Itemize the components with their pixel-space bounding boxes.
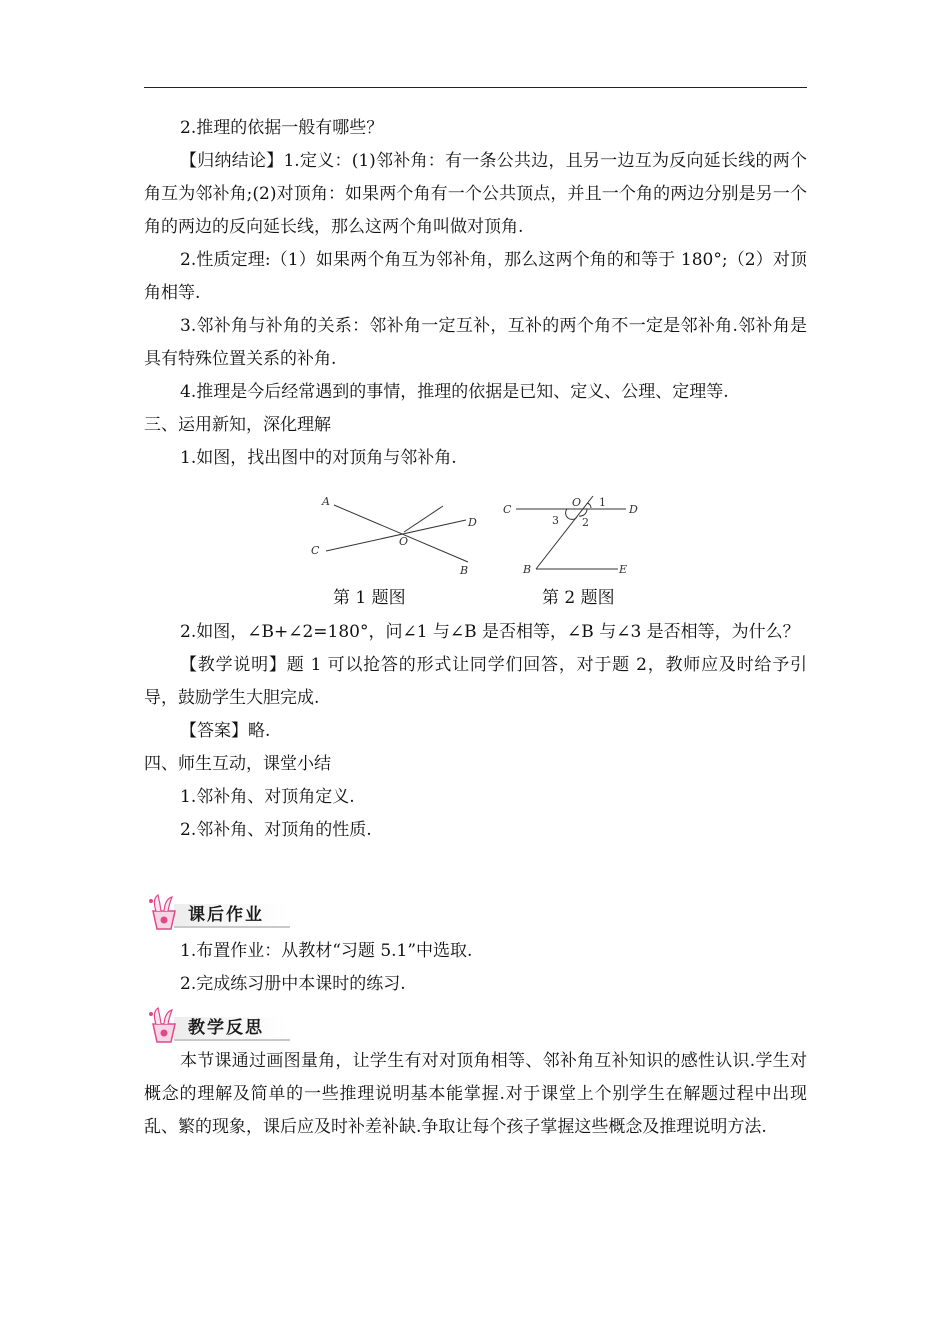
line-c-d bbox=[326, 520, 466, 551]
line-a-b bbox=[334, 505, 468, 562]
fig1-label-b: B bbox=[460, 564, 469, 577]
paragraph: 4.推理是今后经常遇到的事情，推理的依据是已知、定义、公理、定理等. bbox=[180, 382, 729, 402]
homework-title: 课后作业 bbox=[188, 905, 264, 925]
fig2-label-2: 2 bbox=[582, 516, 589, 529]
flower-pot-icon bbox=[144, 893, 184, 931]
paragraph: 2.完成练习册中本课时的练习. bbox=[180, 974, 406, 994]
text-block-top bbox=[144, 112, 807, 475]
paragraph: 2.如图，∠B+∠2=180°，问∠1 与∠B 是否相等，∠B 与∠3 是否相等，为什么？ bbox=[180, 622, 800, 642]
line-bo bbox=[536, 496, 593, 569]
figure-2-caption: 第 2 题图 bbox=[542, 588, 615, 608]
angle-arc-1 bbox=[587, 503, 591, 508]
paragraph: 【教学说明】题 1 可以抢答的形式让同学们回答，对于题 2，教师应及时给予引导，鼓励学生大胆完成. bbox=[144, 655, 807, 708]
paragraph: 2.邻补角、对顶角的性质. bbox=[180, 820, 372, 840]
paragraph: 1.如图，找出图中的对顶角与邻补角. bbox=[180, 448, 457, 468]
fig1-label-c: C bbox=[311, 544, 320, 557]
fig2-label-d: D bbox=[629, 503, 638, 516]
fig2-label-1: 1 bbox=[599, 496, 606, 509]
fig1-label-o: O bbox=[399, 535, 409, 548]
reflection-title: 教学反思 bbox=[188, 1018, 264, 1038]
paragraph: 【答案】略. bbox=[180, 721, 271, 741]
paragraph: 2.推理的依据一般有哪些？ bbox=[180, 118, 384, 138]
section-heading: 三、运用新知，深化理解 bbox=[144, 415, 331, 435]
fig2-label-o: O bbox=[572, 496, 582, 509]
fig1-label-a: A bbox=[322, 495, 330, 508]
figure-1-caption: 第 1 题图 bbox=[333, 588, 406, 608]
fig2-label-e: E bbox=[619, 563, 628, 576]
text-block-mid bbox=[144, 616, 807, 847]
fig2-label-3: 3 bbox=[552, 514, 559, 527]
paragraph: 【归纳结论】1.定义：(1)邻补角：有一条公共边，且另一边互为反向延长线的两个角互为邻补角;(2)对顶角：如果两个角有一个公共顶点，并且一个角的两边分别是另一个角的两边的反向延长线，那么这两个角叫做对顶角. bbox=[144, 151, 807, 237]
paragraph: 1.布置作业：从教材“习题 5.1”中选取. bbox=[180, 941, 473, 961]
figure-2 bbox=[498, 490, 648, 580]
text-block-homework bbox=[144, 935, 807, 1001]
text-block-reflection bbox=[144, 1045, 807, 1144]
fig1-label-d: D bbox=[468, 516, 477, 529]
paragraph: 1.邻补角、对顶角定义. bbox=[180, 787, 355, 807]
figure-1 bbox=[308, 492, 488, 582]
paragraph: 2.性质定理:（1）如果两个角互为邻补角，那么这两个角的和等于 180°;（2）对顶角相等. bbox=[144, 250, 807, 303]
fig2-label-c: C bbox=[503, 503, 512, 516]
section-heading: 四、师生互动，课堂小结 bbox=[144, 754, 331, 774]
fig2-label-b: B bbox=[523, 563, 532, 576]
header-rule bbox=[144, 87, 807, 88]
homework-badge bbox=[144, 893, 294, 931]
ray-o bbox=[404, 506, 443, 532]
paragraph: 3.邻补角与补角的关系：邻补角一定互补，互补的两个角不一定是邻补角.邻补角是具有特殊位置关系的补角. bbox=[144, 316, 807, 369]
paragraph: 本节课通过画图量角，让学生有对对顶角相等、邻补角互补知识的感性认识.学生对概念的理解及简单的一些推理说明基本能掌握.对于课堂上个别学生在解题过程中出现乱、繁的现象，课后应及时补差补缺.争取让每个孩子掌握这些概念及推理说明方法. bbox=[144, 1051, 807, 1137]
reflection-badge bbox=[144, 1006, 294, 1044]
angle-arc-3 bbox=[566, 509, 577, 519]
flower-pot-icon bbox=[144, 1006, 184, 1044]
